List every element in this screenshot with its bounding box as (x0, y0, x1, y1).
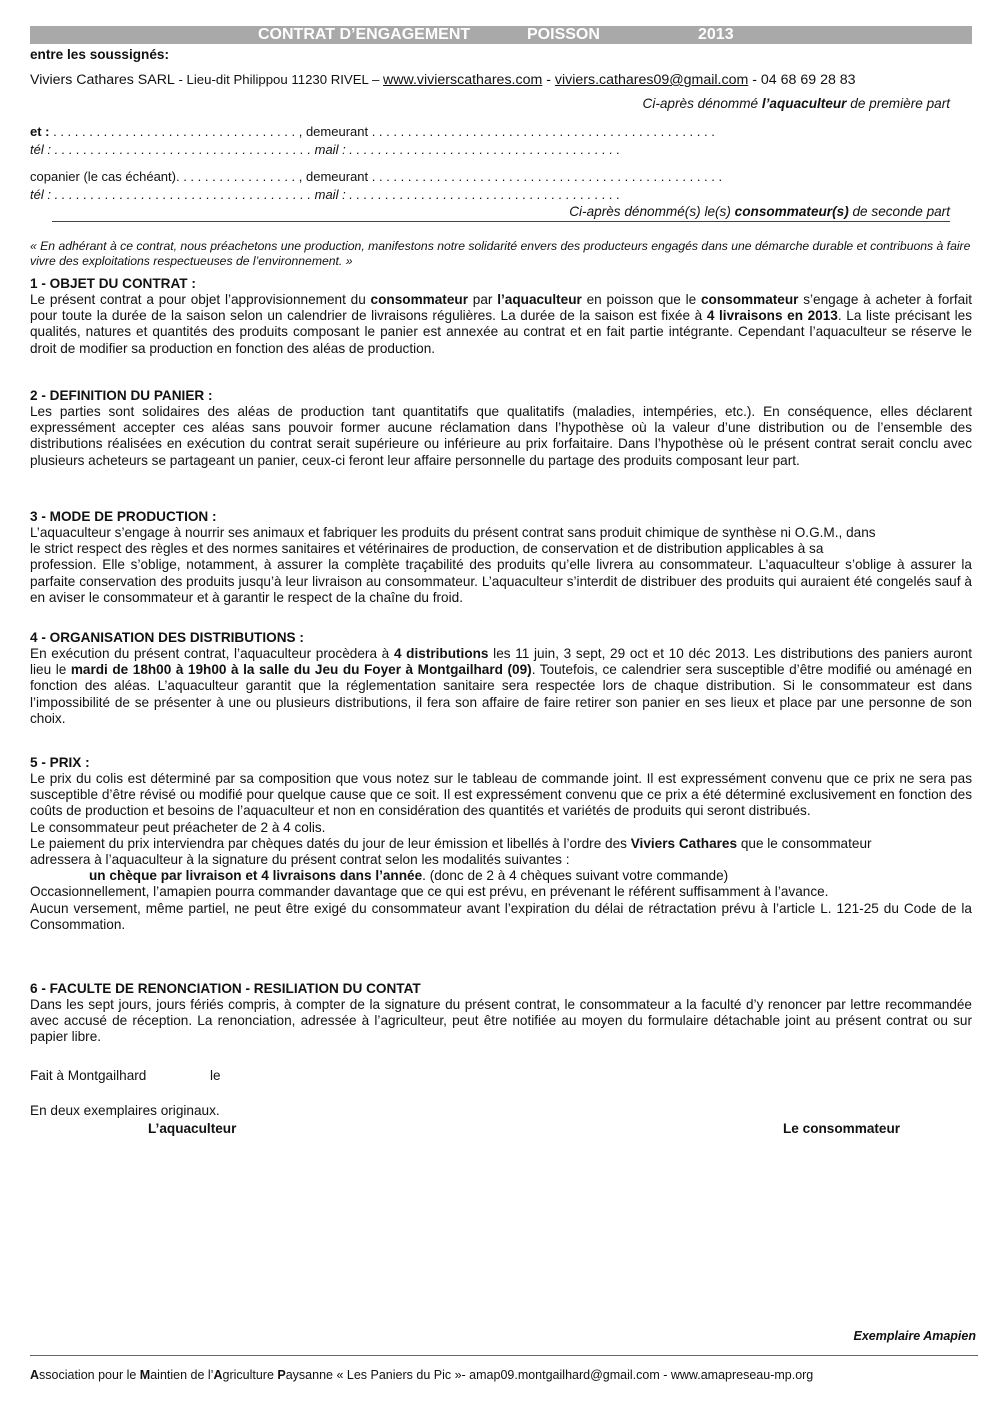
payment-restriction: Aucun versement, même partiel, ne peut être exigé du consommateur avant l’expiration du délai de rétractation prévu à l’article L. 121-25 du Code de la Consommation. (30, 900, 972, 932)
company-address: - Lieu-dit Philippou 11230 RIVEL – (174, 72, 384, 87)
footer: Association pour le Maintien de l’Agriculture Paysanne « Les Paniers du Pic »- amap09.montgailhard@gmail.com - www.amapreseau-mp.org (30, 1368, 814, 1382)
section-title: 6 - FACULTE DE RENONCIATION - RESILIATION DU CONTAT (30, 981, 421, 996)
payment-schedule: un chèque par livraison et 4 livraisons dans l’année. (donc de 2 à 4 chèques suivant votre commande) (89, 868, 729, 884)
second-party-designation (569, 204, 950, 219)
section-production (30, 509, 972, 606)
price-quantity: Le consommateur peut préacheter de 2 à 4 colis. (30, 819, 326, 835)
consumer-contact-field[interactable]: tél : . . . . . . . . . . . . . . . . . . . . . . . . . . . . . . . . . . . . mail : . . . . . . . . . . . . . . . . . . . . . . . . . . . . . . . . . . . . . . (30, 142, 621, 157)
first-party-designation (643, 96, 951, 111)
section-renonciation (30, 981, 972, 1046)
section-body: Les parties sont solidaires des aléas de production tant quantitatifs que qualitatifs (maladies, intempéries, etc.). En conséquence, elles déclarent expressément accepter ces aléas sans pouvoir former aucune réclamation dans l’hypothèse où la valeur d’une distribution ou de l’ensemble des distributions réalisées en exécution du contrat serait supérieure ou inférieure au prix forfaitaire. Dans l’hypothèse où le présent contrat serait conclu avec plusieurs acheteurs se partageant un panier, ceux-ci feront leur affaire personnelle du partage des produits composant leur part. (30, 404, 972, 468)
signature-consommateur[interactable]: Le consommateur (783, 1121, 901, 1136)
separator: - (542, 72, 555, 88)
preamble: « En adhérant à ce contrat, nous préachetons une production, manifestons notre solidarité envers des producteurs engagés dans une démarche durable et contribuons à faire vivre des exploitations respectueuses de l’environnement. » (30, 239, 971, 268)
title-bar (30, 26, 972, 44)
company-phone: - 04 68 69 28 83 (748, 72, 856, 88)
section-objet (30, 276, 972, 357)
contract-product: POISSON (527, 26, 600, 43)
first-party-role: l’aquaculteur (761, 96, 847, 111)
company-website-link[interactable]: www.vivierscathares.com (383, 72, 543, 88)
second-party-post: de seconde part (848, 204, 950, 219)
made-at: Fait à Montgailhard (30, 1068, 147, 1083)
section-prix (30, 755, 972, 933)
section-body: Dans les sept jours, jours fériés compris, à compter de la signature du présent contrat, le consommateur a la faculté d’y renoncer par lettre recommandée avec accusé de réception. La renonciation, adressée à l’agriculteur, peut être notifiée au moyen du formulaire détachable joint au présent contrat ou sur papier libre. (30, 997, 972, 1045)
section-title: 4 - ORGANISATION DES DISTRIBUTIONS : (30, 630, 304, 645)
copies-note: En deux exemplaires originaux. (30, 1103, 220, 1118)
consumer-line (30, 124, 715, 139)
section-body: Le présent contrat a pour objet l’approvisionnement du consommateur par l’aquaculteur en poisson que le consommateur s’engage à acheter à forfait pour toute la durée de la saison selon un calendrier de livraisons régulières. La durée de la saison est fixée à 4 livraisons en 2013. La liste précisant les qualités, natures et quantités des produits composant le panier est annexée au contrat et en fait partie intégrante. Cependant l’aquaculteur se réserve le droit de modifier sa production en fonction des aléas de production. (30, 292, 972, 356)
section-distributions (30, 630, 972, 727)
company-email-link[interactable]: viviers.cathares09@gmail.com (554, 72, 749, 88)
section-panier (30, 388, 972, 469)
signature-aquaculteur[interactable]: L’aquaculteur (148, 1121, 237, 1136)
payment-terms: Le paiement du prix interviendra par chèques datés du jour de leur émission et libellés à l’ordre des Viviers Cathares que le consommateur (30, 835, 872, 851)
between-label: entre les soussignés: (30, 47, 170, 62)
copanier-contact-field[interactable]: tél : . . . . . . . . . . . . . . . . . . . . . . . . . . . . . . . . . . . . mail : . . . . . . . . . . . . . . . . . . . . . . . . . . . . . . . . . . . . . . (30, 187, 621, 202)
second-party-role: consommateur(s) (734, 204, 849, 219)
second-party-pre: Ci-après dénommé(s) le(s) (569, 204, 735, 219)
et-label: et : (30, 124, 50, 139)
first-party-post: de première part (846, 96, 950, 111)
parties-divider (52, 221, 950, 222)
company-line (30, 72, 856, 88)
payment-terms-cont: adressera à l’aquaculteur à la signature du présent contrat selon les modalités suivantes : (30, 852, 570, 868)
section-body: L’aquaculteur s’engage à nourrir ses animaux et fabriquer les produits du présent contrat sans produit chimique de synthèse ni O.G.M., dans le strict respect des règles et des normes sanitaires et vétérinaires de production, de conservation et de distribution applicables à sa profession. Elle s’oblige, notamment, à assurer la complète traçabilité des produits qu’elle livrera au consommateur. L’aquaculteur s’oblige à assurer la parfaite conservation des produits jusqu’à leur livraison au consommateur. L’aquaculteur s’interdit de distribuer des produits qui auraient été congelés sauf à en aviser le consommateur et à garantir le respect de la chaîne du froid. (30, 525, 972, 605)
contract-year: 2013 (698, 26, 734, 43)
section-body: En exécution du présent contrat, l’aquaculteur procèdera à 4 distributions les 11 juin, 3 sept, 29 oct et 10 déc 2013. Les distributions des paniers auront lieu le mardi de 18h00 à 19h00 à la salle du Jeu du Foyer à Montgailhard (09). Toutefois, ce calendrier sera susceptible d’être modifié ou aménagé en fonction des aléas. L’aquaculteur garantit que la réglementation sanitaire sera respectée lors de chaque distribution. Si le consommateur est dans l’impossibilité de se présenter à une ou plusieurs distributions, il fera son affaire de faire retirer son panier en ses lieux et place par une personne de son choix. (30, 646, 973, 726)
date-field[interactable]: le (210, 1068, 221, 1083)
section-title: 5 - PRIX : (30, 755, 90, 770)
extra-orders: Occasionnellement, l’amapien pourra commander davantage que ce qui est prévu, en prévenant le référent suffisamment à l’avance. (30, 884, 829, 900)
consumer-name-address-field[interactable]: . . . . . . . . . . . . . . . . . . . . . . . . . . . . . . . . . . , demeurant . . . . . . . . . . . . . . . . . . . . . . . . . . . . . . . . . . . . . . . . . . . . . . . . (49, 124, 715, 139)
section-title: 3 - MODE DE PRODUCTION : (30, 509, 217, 524)
copanier-field[interactable]: copanier (le cas échéant). . . . . . . . . . . . . . . . . , demeurant . . . . . . . . . . . . . . . . . . . . . . . . . . . . . . . . . . . . . . . . . . . . . . . . . (30, 169, 723, 184)
copy-label: Exemplaire Amapien (853, 1329, 976, 1343)
price-paragraph: Le prix du colis est déterminé par sa composition que vous notez sur le tableau de commande joint. Il est expressément convenu que ce prix ne sera pas susceptible d’être révisé ou modifié pour quelque cause que ce soit. Il est expressément convenu que ce prix a été déterminé exclusivement en fonction des coûts de production et besoins de l’aquaculteur et non en considération des quantités et variétés de produits qui seront distribués. (30, 771, 972, 819)
company-name: Viviers Cathares SARL (30, 72, 175, 88)
section-title: 1 - OBJET DU CONTRAT : (30, 276, 196, 291)
section-title: 2 - DEFINITION DU PANIER : (30, 388, 213, 403)
first-party-pre: Ci-après dénommé (642, 96, 762, 111)
contract-title: CONTRAT D’ENGAGEMENT (258, 26, 471, 43)
footer-divider (30, 1355, 978, 1356)
